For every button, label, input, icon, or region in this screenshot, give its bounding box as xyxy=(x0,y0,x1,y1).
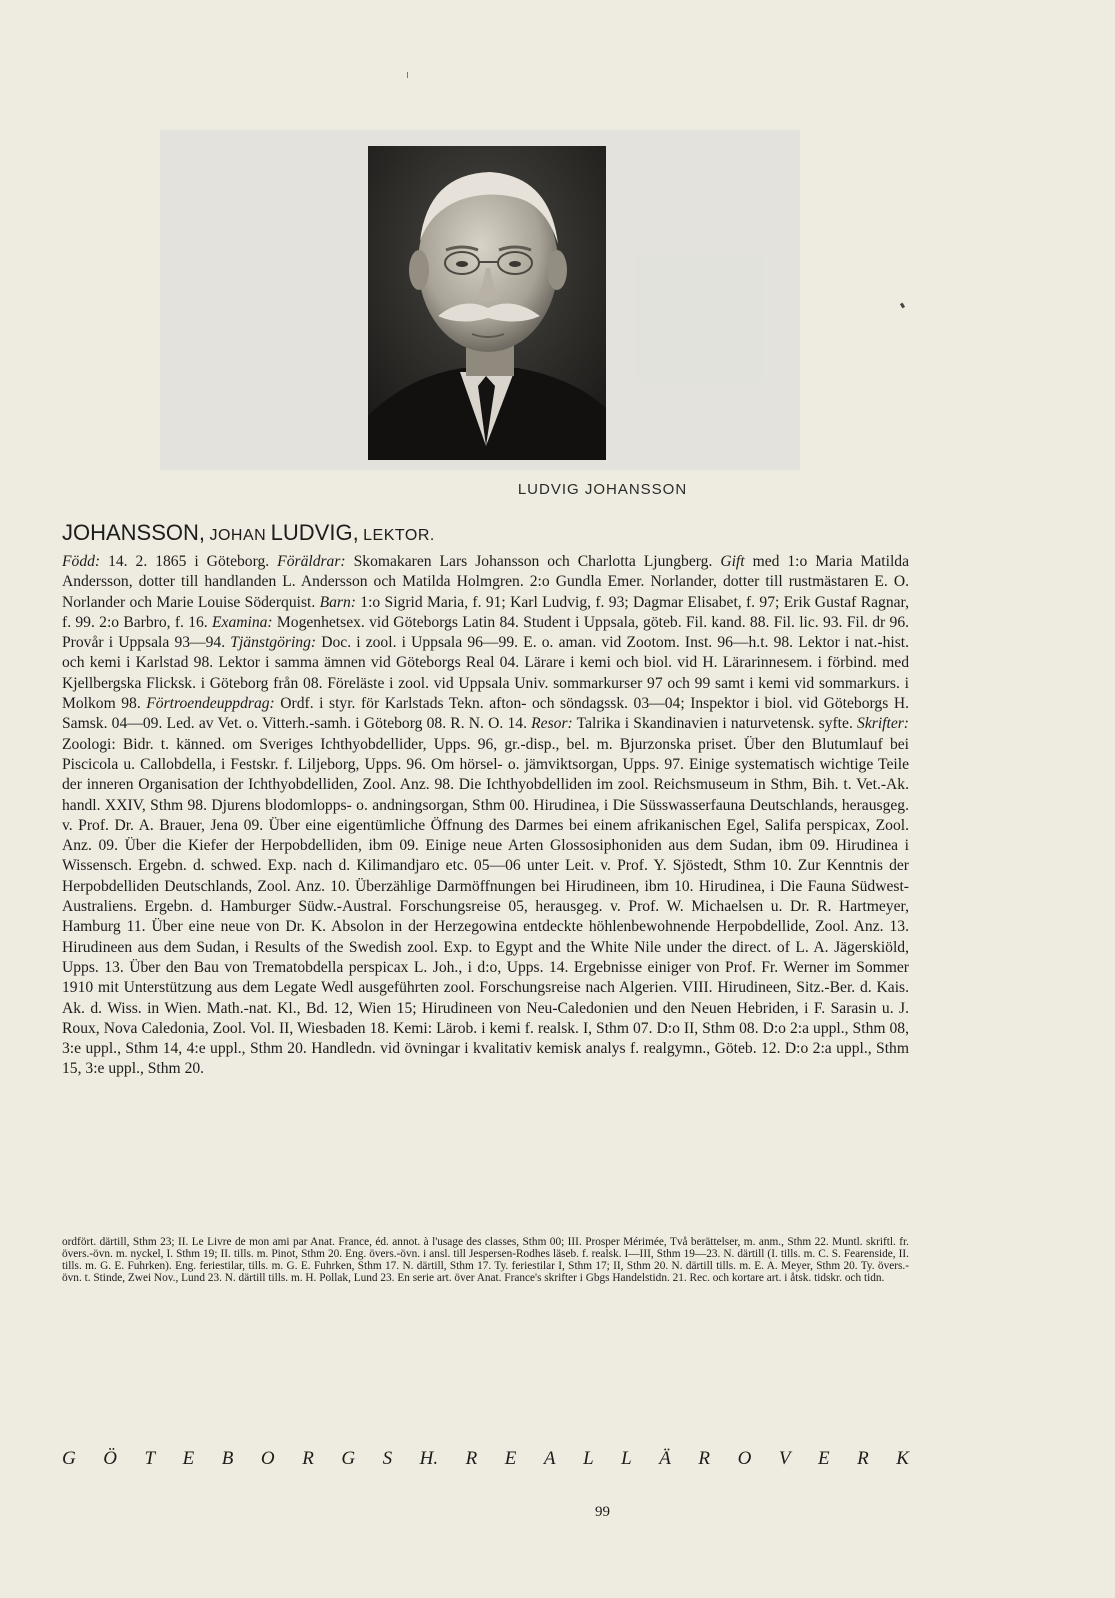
text-writings: Zoologi: Bidr. t. känned. om Sveriges Ichthyobdellider, Upps. 96, gr.-disp., bel. m. Bjurzonska priset. Über den Blutumlauf bei Piscicola u. Callobdella, i Festskr. f. Liljeborg, Upps. 96. Om hörsel- o. jämviktsorgan, Upps. 97. Einige systematisch wichtige Teile der inneren Organisation der Ichthyobdelliden, Zool. Anz. 98. Die Ichthyobdelliden im zool. Reichsmuseum in Sthm, Bih. t. Vet.-Ak. handl. XXIV, Sthm 98. Djurens blodomlopps- o. andningsorgan, Sthm 00. Hirudinea, i Die Süsswasserfauna Deutschlands, herausgeg. v. Prof. Dr. A. Brauer, Jena 09. Über eine eigentümliche Öffnung des Darmes bei einem afrikanischen Egel, Salifa perspicax, Zool. Anz. 09. Über die Kiefer der Herpobdelliden, ibm 09. Einige neue Arten Glossosiphoniden aus dem Sudan, ibm 09. Hirudinea i Wissensch. Ergebn. d. schwed. Exp. nach d. Kilimandjaro etc. 05—06 unter Leit. v. Prof. Y. Sjöstedt, Sthm 10. Zur Kenntnis der Herpobdelliden Deutschlands, Zool. Anz. 10. Überzählige Darmöffnungen bei Hirudineen, ibm 10. Hirudinea, i Die Fauna Südwest-Australiens. Ergebn. d. Hamburger Südw.-Austral. Forschungsreise 05, herausgeg. v. Prof. W. Michaelsen u. Dr. R. Hartmeyer, Hamburg 11. Über eine neue von Dr. K. Absolon in der Herzegowina entdeckte höhlenbewohnende Herpobdellide, Zool. Anz. 13. Hirudineen aus dem Sudan, i Results of the Swedish zool. Exp. to Egypt and the White Nile under the direct. of L. A. Jägerskiöld, Upps. 13. Über den Bau von Trematobdella perspicax L. Joh., i d:o, Upps. 14. Ergebnisse einiger von Prof. Fr. Werner im Sommer 1910 mit Unterstützung aus dem Legate Wedl ausgeführten zool. Forschungsreise nach Algerien. VIII. Hirudineen, Sitz.-Ber. d. Kais. Ak. d. Wiss. in Wien. Math.-nat. Kl., Bd. 12, Wien 15; Hirudineen von Neu-Caledonien und den Neuen Hebriden, i F. Sarasin u. J. Roux, Nova Caledonia, Zool. Vol. II, Wiesbaden 18. Kemi: Lärob. i kemi f. realsk. I, Sthm 07. D:o II, Sthm 08. D:o 2:a uppl., Sthm 08, 3:e uppl., Sthm 14, 4:e uppl., Sthm 20. Handledn. vid övningar i kvalitativ kemisk analys f. realgymn., Göteb. 12. D:o 2:a uppl., Sthm 15, 3:e uppl., Sthm 20. xyxy=(62,735,909,1078)
label-assignments: Förtroendeuppdrag: xyxy=(146,695,275,713)
running-letter: L xyxy=(583,1448,594,1469)
running-letter: E xyxy=(504,1448,517,1469)
entry-heading xyxy=(62,520,435,546)
footnote-text: ordfört. därtill, Sthm 23; II. Le Livre de mon ami par Anat. France, éd. annot. à l'usage des classes, Sthm 00; III. Prosper Mérimée, Två berättelser, m. anm., Sthm 22. Muntl. skriftl. fr. övers.-övn. m. nyckel, I. Sthm 19; II. tills. m. Pinot, Sthm 20. Eng. övers.-övn. i ansl. till Jespersen-Rodhes läseb. f. realsk. I—III, Sthm 19—23. N. därtill (I. tills. m. C. S. Fearenside, II. tills. m. G. E. Fuhrken). Eng. feriestilar, tills. m. G. E. Fuhrken, Sthm 17. N. därtill, Sthm 17. Ty. feriestilar I, Sthm 17; II, Sthm 20. N. därtill tills. m. E. A. Meyer, Sthm 20. Ty. övers.-övn. t. Stinde, Zwei Nov., Lund 23. N. därtill tills. m. H. Pollak, Lund 23. En serie art. över Anat. France's skrifter i Gbgs Handelstidn. 21. Rec. och kortare art. i åtsk. tidskr. och tidn. xyxy=(62,1236,909,1284)
running-letter: K xyxy=(896,1448,909,1469)
label-exams: Examina: xyxy=(212,613,273,631)
running-letter: Ö xyxy=(103,1448,117,1469)
label-writings: Skrifter: xyxy=(857,715,909,733)
running-letter: E xyxy=(817,1448,830,1469)
running-letter: A xyxy=(543,1448,556,1469)
running-letter: V xyxy=(778,1448,791,1469)
running-letter: O xyxy=(260,1448,275,1469)
portrait-photo xyxy=(368,146,606,460)
ink-speck xyxy=(900,303,905,309)
text-assignments: Ordf. i styr. för Karlstads Tekn. afton- och söndagssk. 03—04; Inspektor i biol. vid Göteborgs H. Samsk. 04—09. Led. av Vet. o. Vitterh.-samh. i Göteborg 08. R. N. O. 14. xyxy=(62,695,909,733)
label-married: Gift xyxy=(720,553,745,570)
text-married: med 1:o Maria Matilda Andersson, dotter till handlanden L. Andersson och Matilda Holmgren. 2:o Gundla Emer. Norlander, dotter till rustmästaren E. O. Norlander och Marie Louise Söderquist. xyxy=(62,553,909,611)
text-born: 14. 2. 1865 i Göteborg. xyxy=(100,553,278,570)
text-exams: Mogenhetsex. vid Göteborgs Latin 84. Student i Uppsala, göteb. Fil. kand. 88. Fil. lic. 93. Fil. dr 96. Provår i Uppsala 93—94. xyxy=(62,613,910,652)
running-letter: Ä xyxy=(659,1448,671,1469)
label-children: Barn: xyxy=(319,593,356,611)
portrait-image xyxy=(368,146,606,460)
biography-text xyxy=(62,552,909,1080)
running-letter: T xyxy=(144,1448,156,1469)
running-letter: G xyxy=(341,1448,356,1469)
label-service: Tjänstgöring: xyxy=(230,634,317,652)
first-name: JOHAN xyxy=(209,527,267,544)
label-travels: Resor: xyxy=(531,715,573,733)
text-parents: Skomakaren Lars Johansson och Charlotta Ljungberg. xyxy=(345,553,721,570)
profession-title: LEKTOR. xyxy=(363,527,435,544)
running-letter: R xyxy=(857,1448,869,1469)
label-born: Född: xyxy=(62,553,101,570)
ink-speck xyxy=(407,72,408,78)
label-parents: Föräldrar: xyxy=(277,553,346,570)
middle-name: LUDVIG, xyxy=(270,520,359,545)
running-letter: G xyxy=(62,1448,76,1469)
running-letter: H. xyxy=(419,1448,439,1469)
running-letter: R xyxy=(698,1448,711,1469)
running-title xyxy=(62,1448,909,1470)
running-letter: L xyxy=(621,1448,632,1469)
portrait-caption: LUDVIG JOHANSSON xyxy=(517,481,688,498)
running-letter: R xyxy=(302,1448,314,1469)
running-letter: R xyxy=(465,1448,478,1469)
text-children: 1:o Sigrid Maria, f. 91; Karl Ludvig, f. 93; Dagmar Elisabet, f. 97; Erik Gustaf Ragnar, f. 99. 2:o Barbro, f. 16. xyxy=(62,593,909,631)
running-letter: S xyxy=(382,1448,393,1469)
page-number: 99 xyxy=(595,1504,610,1520)
text-service: Doc. i zool. i Uppsala 96—99. E. o. aman. vid Zootom. Inst. 96—h.t. 98. Lektor i nat.-hist. och kemi i Karlstad 98. Lektor i samma ämnen vid Göteborgs Real 04. Lärare i kemi och biol. vid H. Lärarinnesem. i förbind. med Kjellbergska Flicksk. i Göteborg från 08. Föreläste i zool. vid Uppsala Univ. sommarkurser 97 och 99 samt i kemi vid sommarkurs. i Molkom 98. xyxy=(62,634,909,713)
running-letter: B xyxy=(221,1448,234,1469)
running-letter: E xyxy=(182,1448,195,1469)
text-travels: Talrika i Skandinavien i naturvetensk. syfte. xyxy=(572,715,858,733)
running-letter: O xyxy=(737,1448,752,1469)
surname: JOHANSSON, xyxy=(62,520,206,545)
